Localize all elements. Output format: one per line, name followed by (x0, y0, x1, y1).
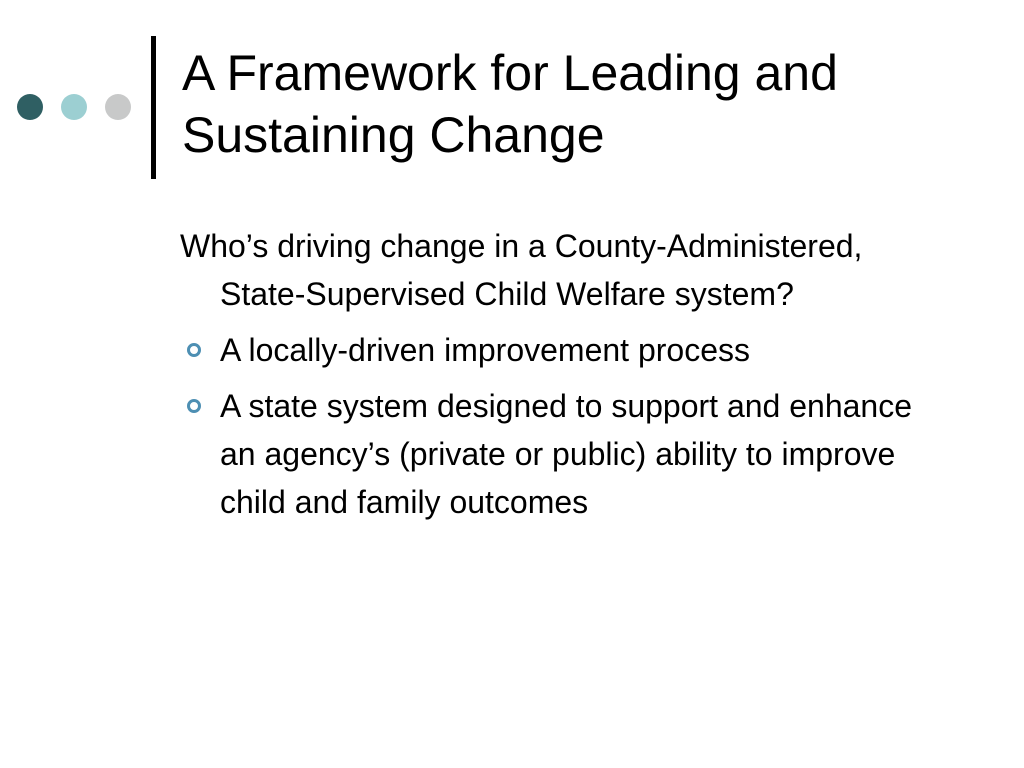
hollow-circle-bullet-icon (187, 399, 201, 413)
slide-title: A Framework for Leading and Sustaining Change (182, 45, 838, 163)
body-paragraph-intro (180, 222, 955, 318)
title-divider (151, 36, 156, 179)
slide-body (180, 222, 955, 534)
body-paragraph-text: Who’s driving change in a County-Administered, State-Supervised Child Welfare system? (180, 228, 863, 312)
bullet-item-text: A locally-driven improvement process (220, 332, 750, 368)
bullet-item-text: A state system designed to support and enhance an agency’s (private or public) ability to improve child and family outcomes (220, 388, 913, 520)
light-gray-dot-icon (105, 94, 131, 120)
bullet-item-locally-driven (180, 326, 955, 374)
light-teal-dot-icon (61, 94, 87, 120)
hollow-circle-bullet-icon (187, 343, 201, 357)
bullet-item-state-system (180, 382, 955, 526)
dark-teal-dot-icon (17, 94, 43, 120)
decorative-dots (17, 94, 132, 120)
